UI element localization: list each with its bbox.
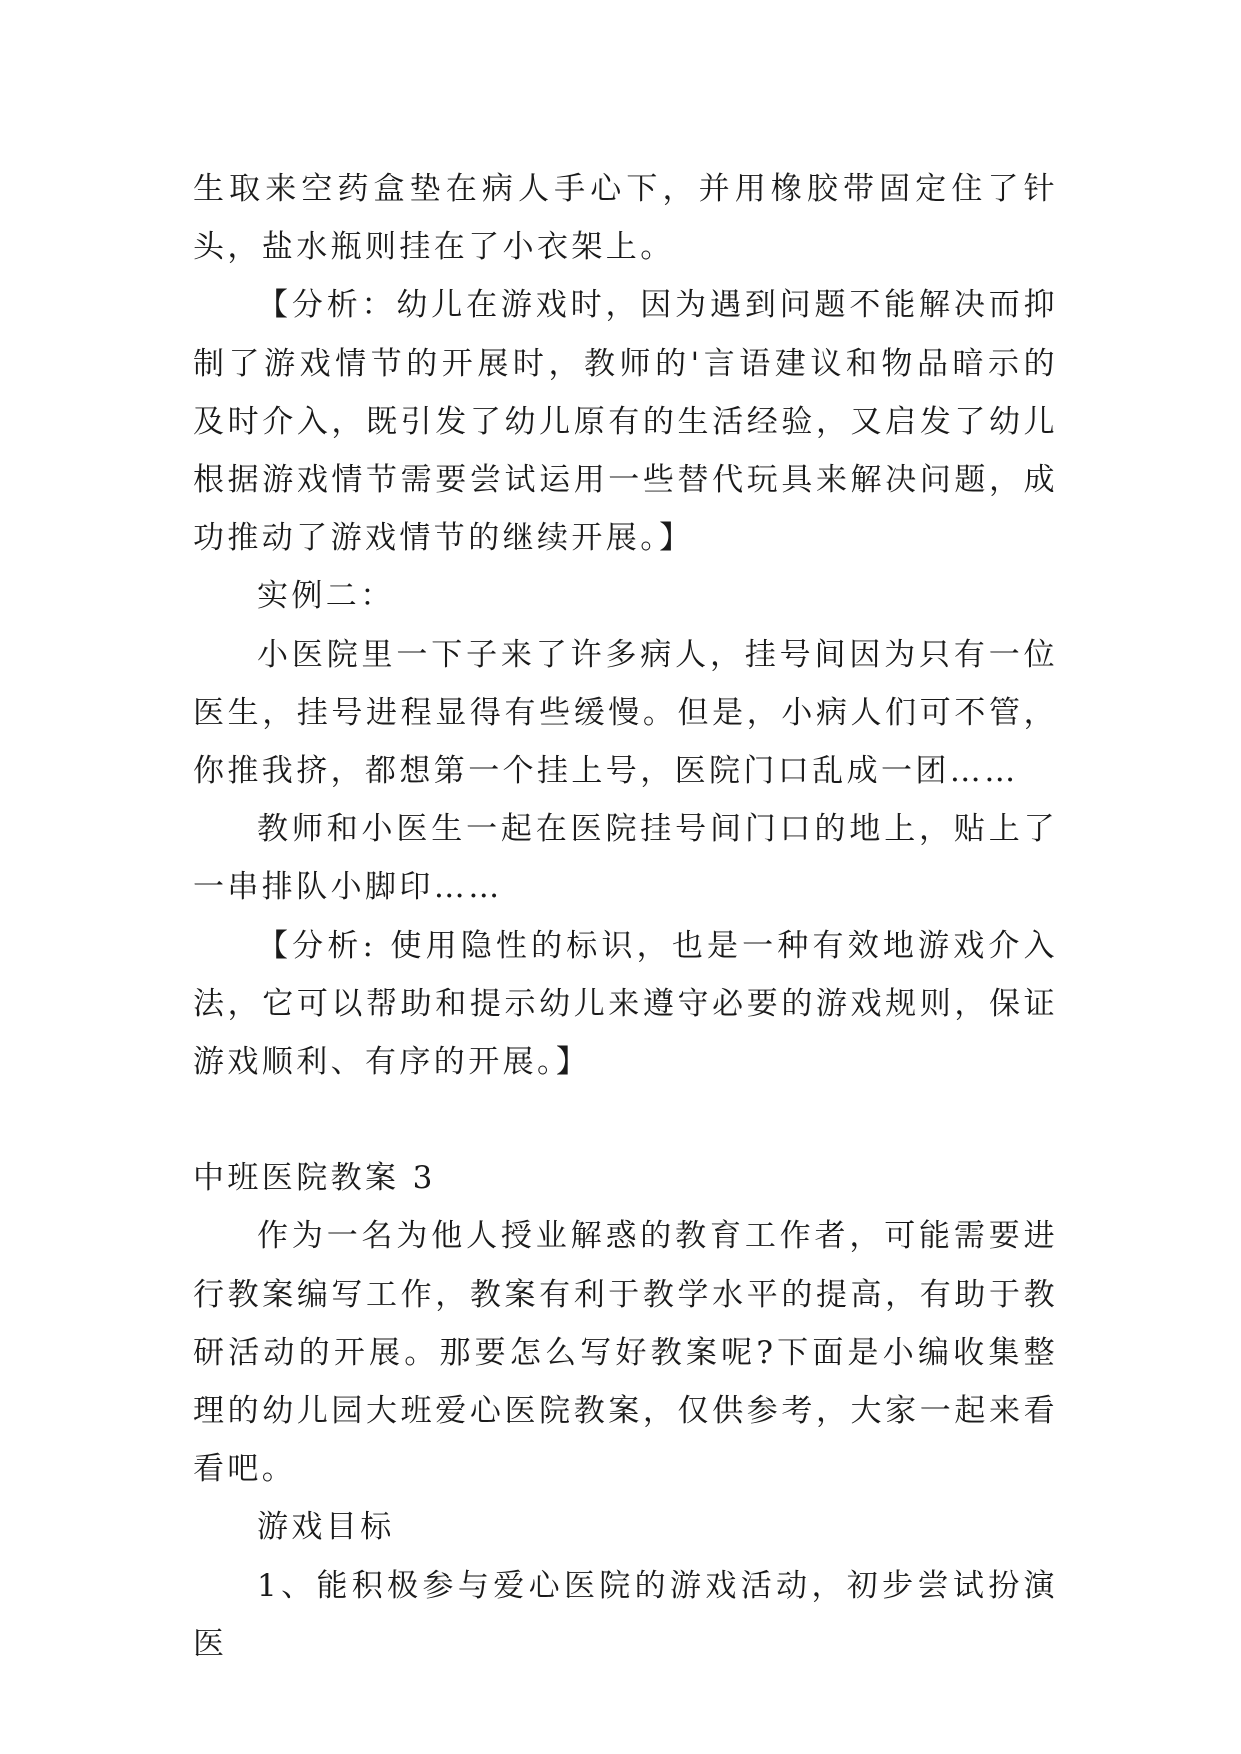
- analysis-paragraph-2: 【分析: 使用隐性的标识，也是一种有效地游戏介入法，它可以帮助和提示幼儿来遵守必要的游戏规则，保证游戏顺利、有序的开展。】: [193, 927, 1058, 1081]
- paragraph-continuation: 生取来空药盒垫在病人手心下，并用橡胶带固定住了针头，盐水瓶则挂在了小衣架上。: [193, 171, 1058, 266]
- document-body: [193, 160, 1058, 1673]
- example-two-label: 实例二：: [257, 578, 395, 615]
- example-two-paragraph: 小医院里一下子来了许多病人，挂号间因为只有一位医生，挂号进程显得有些缓慢。但是，小病人们可不管，你推我挤，都想第一个挂上号，医院门口乱成一团……: [193, 636, 1058, 790]
- game-goal-heading: 游戏目标: [257, 1509, 395, 1546]
- intro-paragraph: 作为一名为他人授业解惑的教育工作者，可能需要进行教案编写工作，教案有利于教学水平的提高，有助于教研活动的开展。那要怎么写好教案呢?下面是小编收集整理的幼儿园大班爱心医院教案，仅供参考，大家一起来看看吧。: [193, 1218, 1058, 1488]
- section-heading: 中班医院教案 3: [193, 1160, 436, 1197]
- section-gap: [193, 1091, 1058, 1149]
- teacher-action-paragraph: 教师和小医生一起在医院挂号间门口的地上，贴上了一串排队小脚印……: [193, 811, 1058, 906]
- goal-item-1: 1、能积极参与爱心医院的游戏活动，初步尝试扮演医: [193, 1567, 1058, 1662]
- analysis-paragraph-1: 【分析：幼儿在游戏时，因为遇到问题不能解决而抑制了游戏情节的开展时，教师的'言语建议和物品暗示的及时介入，既引发了幼儿原有的生活经验，又启发了幼儿根据游戏情节需要尝试运用一些替代玩具来解决问题，成功推动了游戏情节的继续开展。】: [193, 287, 1058, 557]
